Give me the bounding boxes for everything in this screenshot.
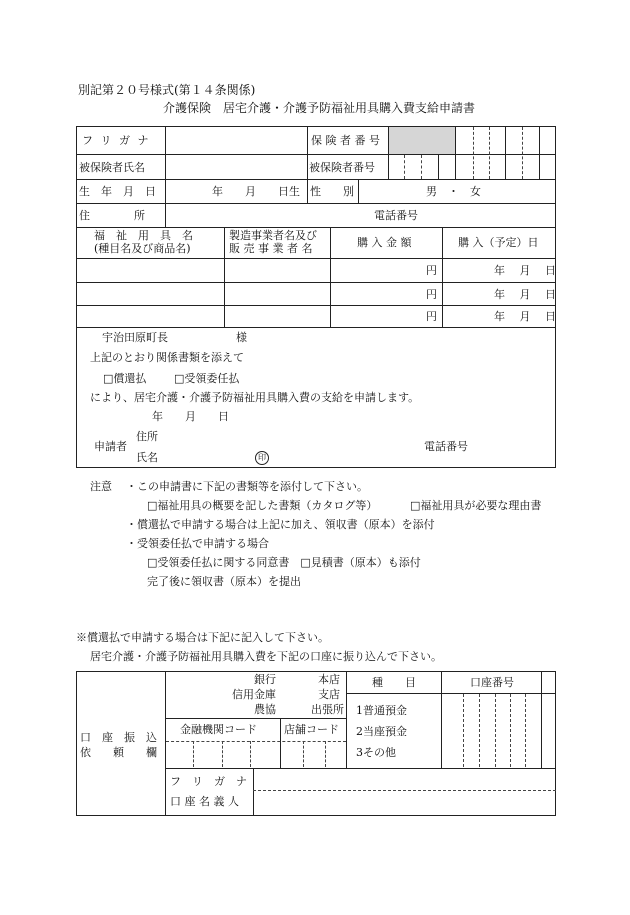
delegated-checkbox[interactable]: □受領委任払 [174, 372, 240, 385]
holder-furigana-label: フ リ ガ ナ [170, 775, 247, 788]
institution-code-label: 金融機関コード [180, 723, 257, 736]
branch-code-label: 店舗コード [284, 723, 339, 736]
office-label: 出張所 [311, 703, 344, 716]
address-label: 住 所 [79, 209, 145, 222]
insured-number-label: 被保険者番号 [309, 161, 375, 174]
reimbursement-checkbox[interactable]: □償還払 [103, 372, 147, 385]
note-3: ・受領委任払で申請する場合 [126, 537, 269, 550]
note-3b: 完了後に領収書（原本）を提出 [147, 575, 301, 588]
seller-header: 販 売 事 業 者 名 [229, 242, 313, 255]
date-format: 年 月 日 [494, 288, 556, 301]
purchase-date-header: 購 入（予定）日 [458, 236, 539, 249]
applicant-name-label: 氏名 [136, 451, 158, 464]
note-1: ・この申請書に下記の書類等を添付して下さい。 [126, 480, 368, 493]
account-holder-label: 口 座 名 義 人 [170, 795, 239, 808]
yen-unit: 円 [426, 288, 437, 301]
application-date: 年 月 日 [152, 410, 229, 423]
transfer-label-1: 口 座 振 込 [80, 731, 157, 744]
account-number-header: 口座番号 [470, 676, 514, 689]
furigana-label: フ リ ガ ナ [82, 134, 151, 147]
credit-union-label: 信用金庫 [232, 688, 276, 701]
sex-label: 性 別 [310, 185, 354, 198]
applicant-label: 申請者 [94, 440, 127, 453]
applicant-address-label: 住所 [136, 430, 158, 443]
transfer-label-2: 依 頼 欄 [80, 746, 157, 759]
phone-label: 電話番号 [374, 209, 418, 222]
note-2: ・償還払で申請する場合は上記に加え、領収書（原本）を添付 [126, 518, 435, 531]
note-1b: □福祉用具が必要な理由書 [410, 499, 542, 512]
item-name-subheader: (種目名及び商品名) [94, 242, 191, 255]
kind-option-2: 2当座預金 [356, 725, 407, 738]
note-3a: □受領委任払に関する同意書 □見積書（原本）も添付 [147, 556, 421, 569]
note-1a: □福祉用具の概要を記した書類（カタログ等） [147, 499, 378, 512]
birth-date-label: 生 年 月 日 [79, 185, 156, 198]
amount-header: 購 入 金 額 [357, 236, 412, 249]
form-title: 介護保険 居宅介護・介護予防福祉用具購入費支給申請書 [163, 101, 476, 115]
applicant-phone-label: 電話番号 [424, 440, 468, 453]
kind-header: 種 目 [372, 676, 416, 689]
seal-icon: 印 [255, 451, 269, 465]
declaration-line1: 上記のとおり関係書類を添えて [90, 351, 244, 364]
date-format: 年 月 日 [494, 310, 556, 323]
branch-label: 支店 [318, 688, 340, 701]
main-branch-label: 本店 [318, 673, 340, 686]
sex-options: 男 ・ 女 [426, 185, 481, 198]
bank-intro-1: ※償還払で申請する場合は下記に記入して下さい。 [76, 631, 329, 644]
kind-option-3: 3その他 [356, 746, 396, 759]
bank-label: 銀行 [254, 673, 276, 686]
kind-option-1: 1普通預金 [356, 704, 407, 717]
bank-intro-2: 居宅介護・介護予防福祉用具購入費を下記の口座に振り込んで下さい。 [90, 650, 442, 663]
birth-date-format: 年 月 日生 [212, 185, 300, 198]
form-number: 別記第２０号様式(第１４条関係) [78, 83, 256, 97]
declaration-line3: により、居宅介護・介護予防福祉用具購入費の支給を申請します。 [90, 391, 420, 404]
honorific: 様 [236, 331, 247, 344]
item-name-header: 福 祉 用 具 名 [94, 229, 193, 242]
insured-name-label: 被保険者氏名 [79, 161, 145, 174]
notes-label: 注意 [90, 480, 112, 493]
yen-unit: 円 [426, 264, 437, 277]
agri-coop-label: 農協 [254, 703, 276, 716]
addressee: 宇治田原町長 [102, 331, 168, 344]
maker-header: 製造事業者名及び [229, 229, 317, 242]
date-format: 年 月 日 [494, 264, 556, 277]
insurer-number-label: 保 険 者 番 号 [311, 134, 380, 147]
application-table [76, 126, 556, 468]
yen-unit: 円 [426, 310, 437, 323]
